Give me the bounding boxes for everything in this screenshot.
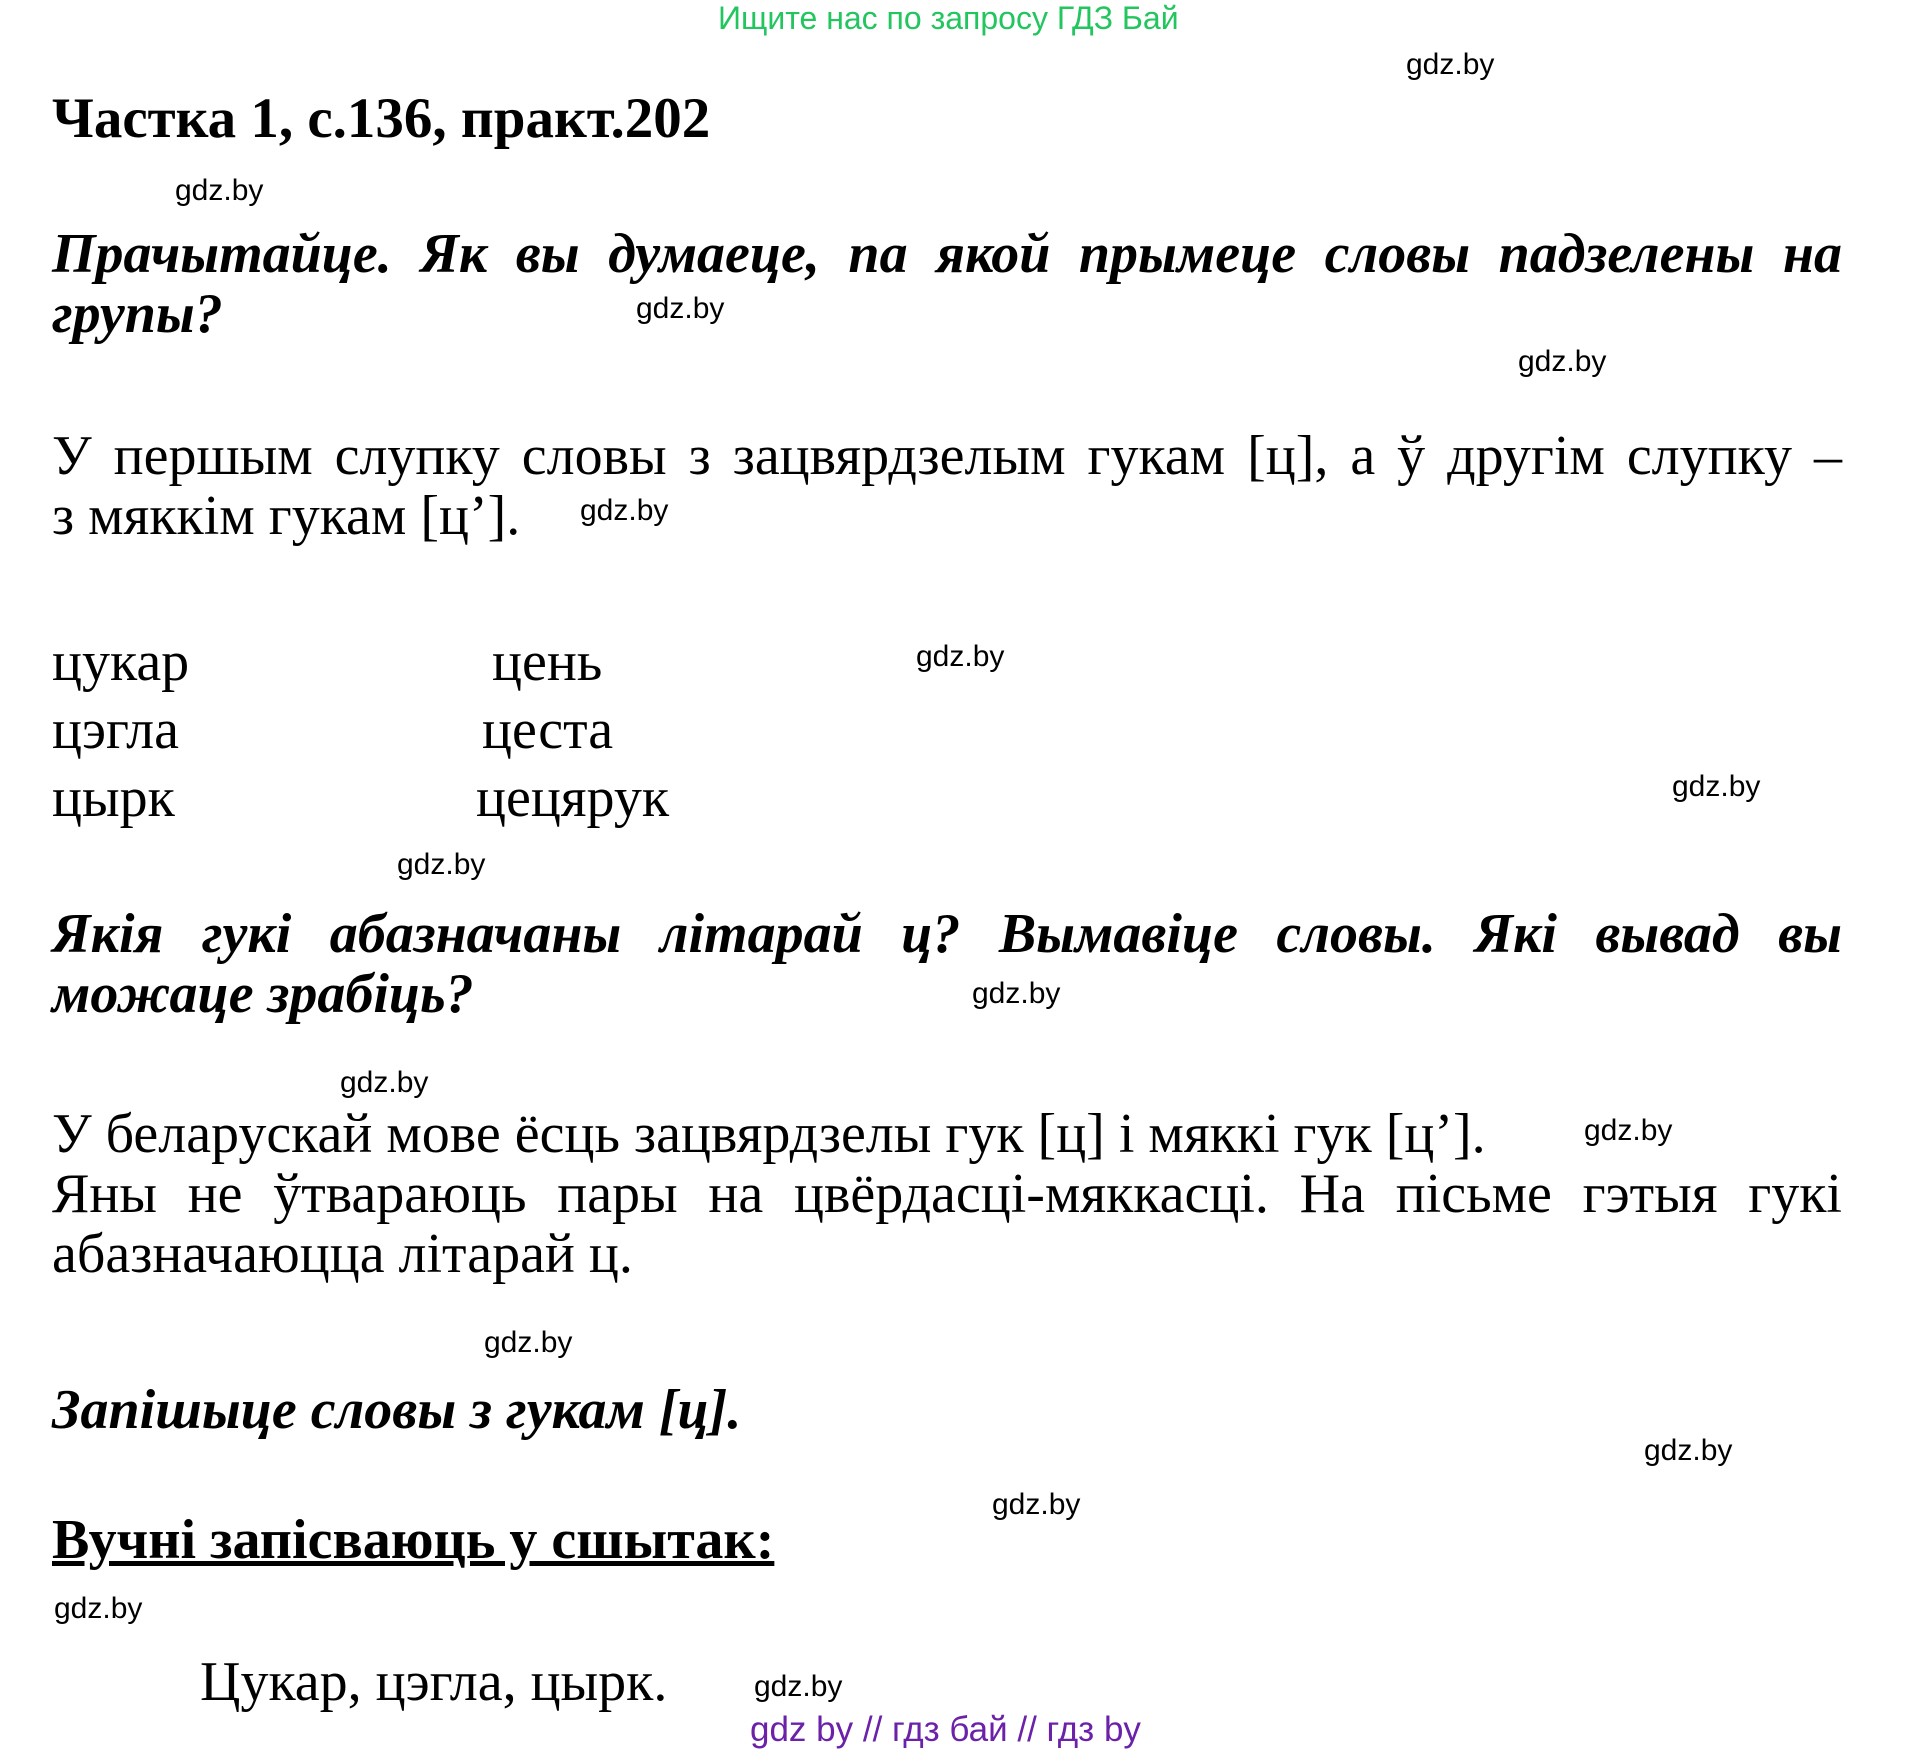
answer-2: [52, 1102, 1842, 1286]
watermark: gdz.by: [397, 848, 486, 881]
watermark: gdz.by: [972, 977, 1061, 1010]
page-title: Частка 1, с.136, практ.202: [52, 87, 711, 150]
top-banner[interactable]: Ищите нас по запросу ГДЗ Бай: [718, 0, 1179, 36]
task-1-line-2: групы?: [52, 283, 223, 345]
word-left-2: цэгла: [52, 699, 179, 761]
watermark: gdz.by: [754, 1670, 843, 1703]
watermark: gdz.by: [1584, 1114, 1673, 1147]
watermark: gdz.by: [484, 1326, 573, 1359]
watermark: gdz.by: [340, 1066, 429, 1099]
word-right-2: цеста: [482, 699, 614, 761]
watermark: gdz.by: [580, 494, 669, 527]
word-right-3: цецярук: [476, 767, 670, 829]
task-2-line-1: Якія гукі абазначаны літарай ц? Вымавіце словы. Які вывад вы: [52, 903, 1842, 965]
task-1-line-1: Прачытайце. Як вы думаеце, па якой прымеце словы падзелены на: [52, 223, 1842, 285]
notebook-header: Вучні запісваюць у сшытак:: [52, 1509, 775, 1571]
answer-2-line-2: Яны не ўтвараюць пары на цвёрдасці-мяккасці. На пісьме гэтыя гукі: [52, 1163, 1842, 1225]
watermark: gdz.by: [992, 1488, 1081, 1521]
watermark: gdz.by: [1644, 1434, 1733, 1467]
footer-links[interactable]: gdz by // гдз бай // гдз by: [750, 1710, 1141, 1749]
task-2: [52, 902, 1842, 1026]
watermark: gdz.by: [636, 292, 725, 325]
word-right-1: цень: [492, 631, 603, 693]
watermark: gdz.by: [1406, 48, 1495, 81]
word-left-3: цырк: [52, 767, 175, 829]
watermark: gdz.by: [54, 1592, 143, 1625]
watermark: gdz.by: [1518, 345, 1607, 378]
watermark: gdz.by: [1672, 770, 1761, 803]
task-1: [52, 222, 1842, 346]
watermark: gdz.by: [916, 640, 1005, 673]
answer-2-line-1: У беларускай мове ёсць зацвярдзелы гук [ц] і мяккі гук [ц’].: [52, 1103, 1486, 1165]
answer-1-line-2: з мяккім гукам [ц’].: [52, 485, 521, 547]
task-2-line-2: можаце зрабіць?: [52, 963, 474, 1025]
answer-2-line-3: абазначаюцца літарай ц.: [52, 1223, 633, 1285]
answer-1: [52, 424, 1842, 548]
word-left-1: цукар: [52, 631, 190, 693]
answer-1-line-1: У першым слупку словы з зацвярдзелым гукам [ц], а ў другім слупку –: [52, 425, 1842, 487]
watermark: gdz.by: [175, 174, 264, 207]
task-3: Запішыце словы з гукам [ц].: [52, 1379, 742, 1441]
notebook-answer: Цукар, цэгла, цырк.: [200, 1651, 668, 1713]
